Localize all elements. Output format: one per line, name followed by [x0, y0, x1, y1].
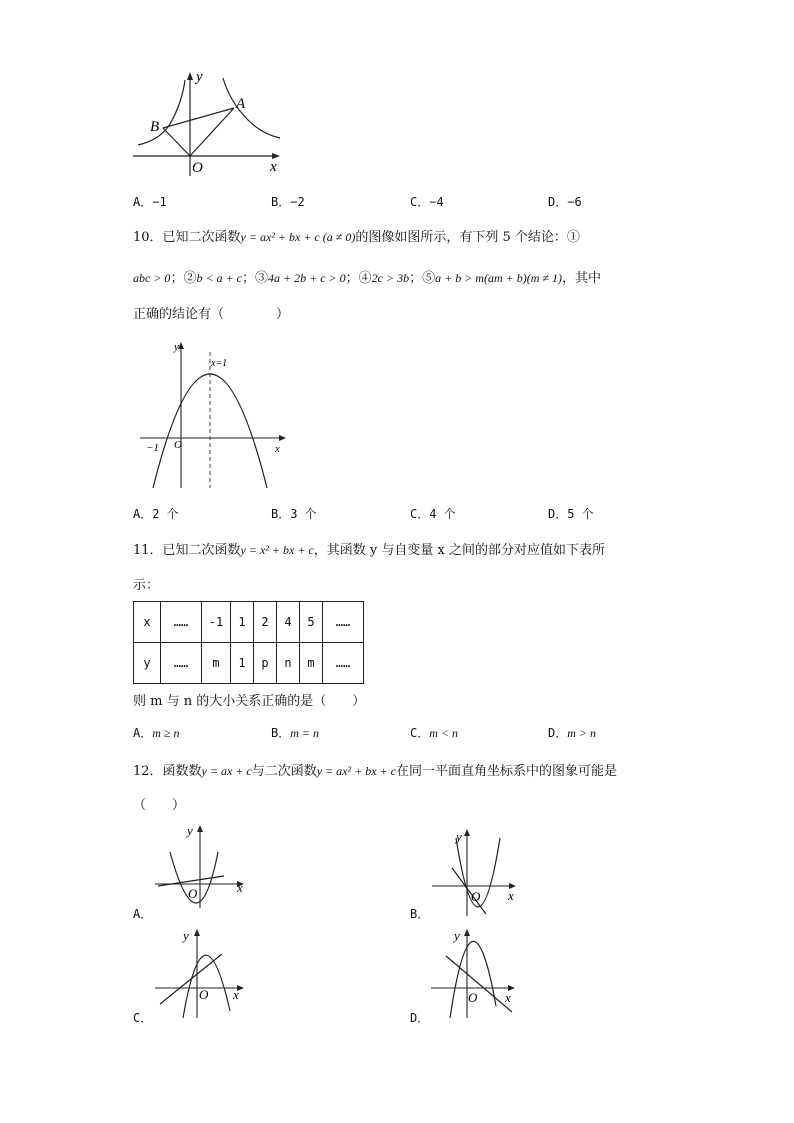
table-row: [134, 602, 364, 643]
q11-line1: 11．已知二次函数y = x² + bx + c，其函数 y 与自变量 x 之间的部分对应值如下表所: [133, 543, 605, 558]
q10-line1: 10．已知二次函数y = ax² + bx + c (a ≠ 0)的图像如图所示，有下列 5 个结论：①: [133, 230, 580, 245]
q12-linear-formula: y = ax + c: [201, 764, 252, 778]
q10-option-c[interactable]: C．4 个: [410, 507, 456, 521]
table-cell: ……: [323, 643, 364, 684]
q9-option-b[interactable]: B．−2: [271, 195, 305, 209]
q10-conclusion-5: a + b > m(am + b)(m ≠ 1): [435, 271, 562, 285]
table-cell: 4: [277, 602, 300, 643]
table-cell: 1: [231, 602, 254, 643]
q12a-label-o: O: [188, 886, 198, 901]
table-cell: n: [277, 643, 300, 684]
q12-quadratic-formula: y = ax² + bx + c: [316, 764, 396, 778]
q12b-label-y: y: [456, 829, 462, 844]
q10-formula: y = ax² + bx + c (a ≠ 0): [240, 230, 356, 244]
q10-y-arrow: [178, 342, 184, 349]
q12-graph-b: [428, 826, 528, 921]
table-cell: 5: [300, 602, 323, 643]
q12b-y-arrow: [464, 829, 470, 836]
q9-option-c[interactable]: C．−4: [410, 195, 444, 209]
q10-option-b[interactable]: B．3 个: [271, 507, 317, 521]
q9-segment-OB: [163, 128, 190, 156]
q12-option-b[interactable]: B．: [410, 907, 430, 921]
table-cell: -1: [202, 602, 231, 643]
table-cell: y: [134, 643, 161, 684]
q10-conclusion-3: 4a + 2b + c > 0: [268, 271, 346, 285]
q12c-label-y: y: [183, 928, 189, 943]
q11-line2: 示：: [133, 578, 160, 593]
q11-option-c[interactable]: C．m < n: [410, 726, 458, 740]
q10-label-axis: x=1: [211, 358, 228, 369]
q11-option-a[interactable]: A．m ≥ n: [133, 726, 180, 740]
q11-question: 则 m 与 n 的大小关系正确的是（ ）: [133, 694, 366, 709]
q10-line3: 正确的结论有（ ）: [133, 307, 290, 322]
q12d-y-arrow: [464, 929, 470, 936]
table-row: [134, 643, 364, 684]
q9-label-a: A: [236, 96, 246, 112]
q9-segment-OA: [190, 108, 234, 156]
q10-x-arrow: [279, 435, 286, 441]
q10-option-a[interactable]: A．2 个: [133, 507, 179, 521]
q10-conclusion-1: abc > 0: [133, 271, 171, 285]
q10-option-d[interactable]: D．5 个: [548, 507, 594, 521]
q12-graph-c: [150, 926, 255, 1021]
q9-hyperbola-right: [223, 78, 280, 138]
q12-paren: （ ）: [133, 798, 186, 813]
q10-label-x: x: [275, 443, 280, 455]
q12-graph-a: [150, 822, 255, 912]
q12-graph-d: [428, 926, 528, 1021]
q9-label-x: x: [270, 159, 277, 175]
q10-label-o: O: [174, 439, 182, 451]
q12d-label-y: y: [454, 928, 460, 943]
q9-label-b: B: [150, 119, 160, 135]
table-cell: 2: [254, 602, 277, 643]
q9-label-o: O: [192, 160, 203, 176]
q12-option-a[interactable]: A．: [133, 907, 153, 921]
q12a-label-y: y: [187, 823, 193, 838]
q12-option-c[interactable]: C．: [133, 1011, 153, 1025]
q10-label-neg1: −1: [146, 442, 159, 454]
q12c-label-o: O: [199, 987, 209, 1002]
q10-conclusion-4: 2c > 3b: [371, 271, 410, 285]
q9-hyperbola-left: [138, 80, 185, 145]
table-cell: ……: [161, 602, 202, 643]
q9-option-a[interactable]: A．−1: [133, 195, 167, 209]
q12-option-d[interactable]: D．: [410, 1011, 430, 1025]
q12a-label-x: x: [237, 880, 243, 895]
table-cell: ……: [323, 602, 364, 643]
q9-option-d[interactable]: D．−6: [548, 195, 582, 209]
q12c-y-arrow: [194, 929, 200, 936]
q12a-y-arrow: [197, 825, 203, 832]
table-cell: ……: [161, 643, 202, 684]
q12-line1: 12．函数数y = ax + c与二次函数y = ax² + bx + c在同一平面直角坐标系中的图象可能是: [133, 764, 617, 779]
table-cell: p: [254, 643, 277, 684]
q10-conclusion-2: b < a + c: [196, 271, 242, 285]
q12d-label-o: O: [468, 990, 478, 1005]
q9-label-y: y: [196, 69, 203, 85]
q10-line2: abc > 0；②b < a + c；③4a + 2b + c > 0；④2c > 3b；⑤a + b > m(am + b)(m ≠ 1)，其中: [133, 271, 601, 286]
q11-option-d[interactable]: D．m > n: [548, 726, 596, 740]
q12c-line: [160, 954, 222, 1004]
q11-value-table: [133, 601, 364, 684]
q10-figure: [138, 338, 293, 493]
q12b-label-x: x: [508, 888, 514, 903]
table-cell: x: [134, 602, 161, 643]
q9-figure: [130, 68, 290, 183]
q11-formula: y = x² + bx + c: [240, 543, 314, 557]
q12b-label-o: O: [471, 889, 481, 904]
table-cell: m: [300, 643, 323, 684]
table-cell: m: [202, 643, 231, 684]
q12c-label-x: x: [233, 987, 239, 1002]
q10-label-y: y: [174, 341, 179, 353]
q9-y-arrow: [187, 72, 193, 80]
q12d-label-x: x: [505, 990, 511, 1005]
table-cell: 1: [231, 643, 254, 684]
q11-option-b[interactable]: B．m = n: [271, 726, 319, 740]
q12b-line: [452, 868, 486, 914]
